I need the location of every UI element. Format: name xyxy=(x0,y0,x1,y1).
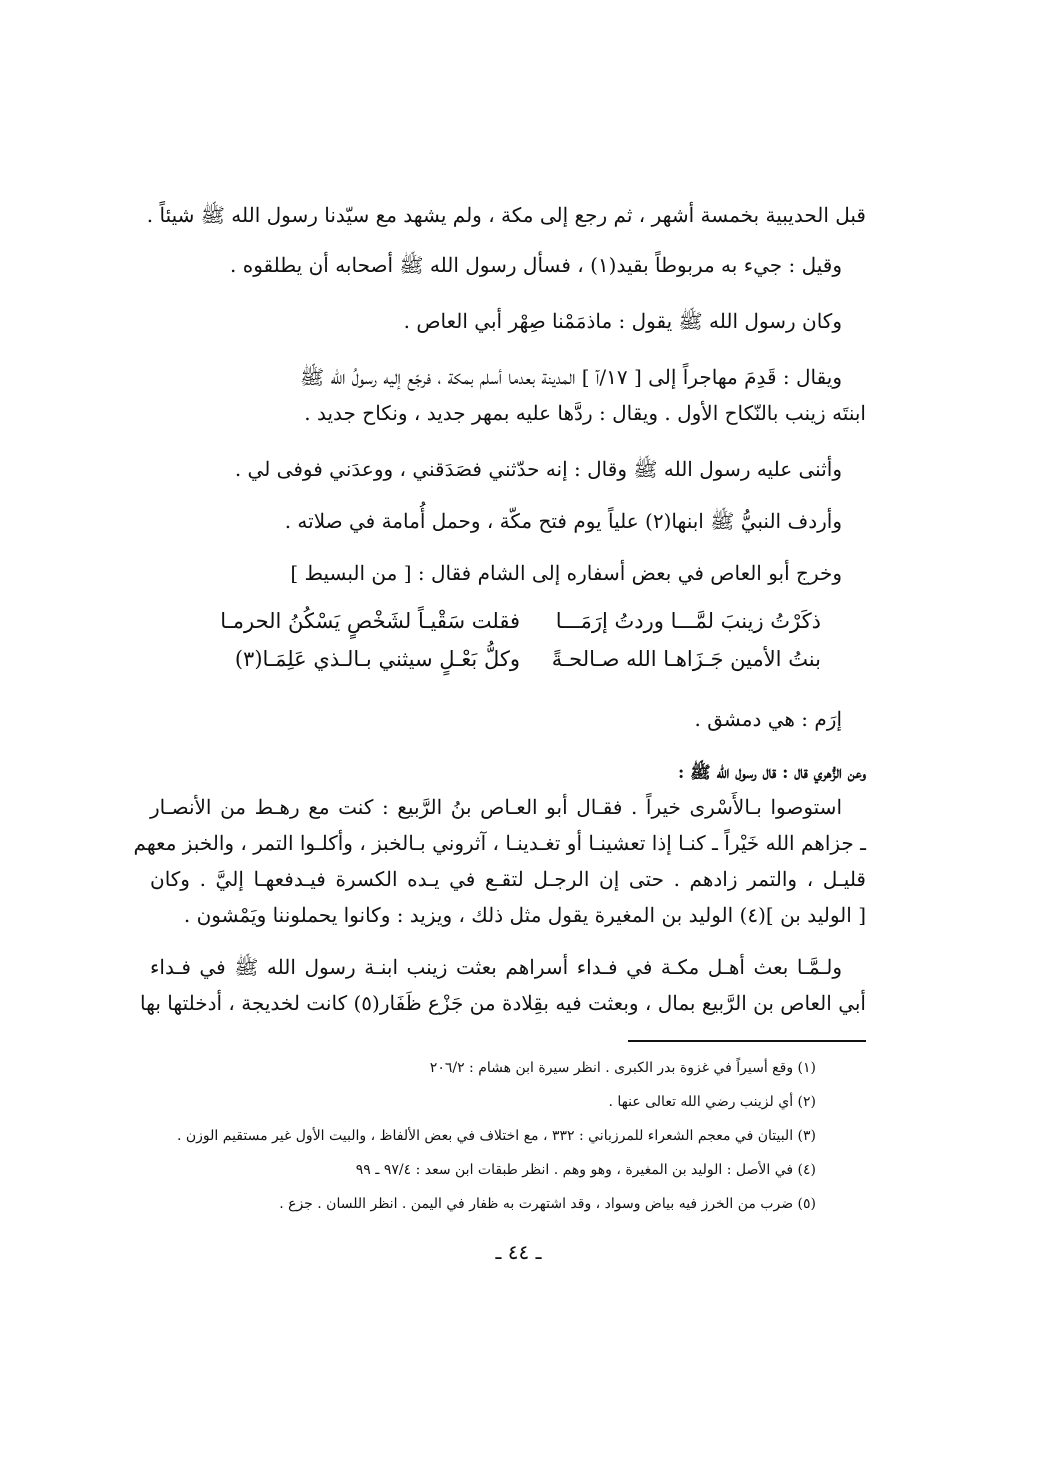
verse-2-second-hemistich: وكلُّ بَعْـلٍ سيثني بـالـذي عَلِمَـا(٣) xyxy=(234,647,520,671)
gloss-line: إرَم : هي دمشق . xyxy=(694,707,842,731)
main-text xyxy=(133,0,866,1040)
paragraph-6: وأردف النبيُّ ﷺ ابنها(٢) علياً يوم فتح مكّة ، وحمل أُمامة في صلاته . xyxy=(284,509,842,533)
poem-verse-1 xyxy=(150,606,866,640)
page-number: ـ ٤٤ ـ xyxy=(495,1240,542,1264)
paragraph-5: وأثنى عليه رسول الله ﷺ وقال : إنه حدّثني فصَدَقني ، ووعدَني فوفى لي . xyxy=(234,457,842,481)
hadith-line-4: [ الوليد بن ](٤) الوليد بن المغيرة يقول مثل ذلك ، ويزيد : وكانوا يحملوننا ويَمْشون . xyxy=(183,903,866,927)
paragraph-3: وكان رسول الله ﷺ يقول : ماذمَمْنا صِهْر أبي العاص . xyxy=(403,309,842,333)
final-line-2: أبي العاص بن الرَّبيع بمال ، وبعثت فيه بقِلادة من جَزْع ظَفَار(٥) كانت لخديجة ، أدخلتها بها xyxy=(140,991,866,1015)
hadith-line-3: قليـل ، والتمر زادهم . حتى إن الرجـل لتقـع في يـده الكسرة فيـدفعهـا إليَّ . وكان xyxy=(150,867,866,891)
paragraph-7: وخرج أبو العاص في بعض أسفاره إلى الشام فقال : [ من البسيط ] xyxy=(290,561,842,585)
section-heading: وعن الزُّهري قال : قال رسول الله ﷺ : xyxy=(677,763,866,783)
paragraph-2: وقيل : جيء به مربوطاً بقيد(١) ، فسأل رسول الله ﷺ أصحابه أن يطلقوه . xyxy=(230,253,842,277)
hadith-line-1: استوصوا بـالأَسْرى خيراً . فقـال أبو العـاص بنُ الرَّبيع : كنت مع رهـط من الأنصـار xyxy=(150,795,842,819)
footnote-1: (١) وقع أسيراً في غزوة بدر الكبرى . انظر سيرة ابن هشام : ٢٠٦/٢ xyxy=(429,1060,816,1076)
paragraph-4: ويقال : قَدِمَ مهاجراً إلى [ ١٧/آ ] المدينة بعدما أسلم بمكة ، فرجّع إليه رسولُ الله ﷺ xyxy=(299,365,842,389)
paragraph-1: قبل الحديبية بخمسة أشهر ، ثم رجع إلى مكة ، ولم يشهد مع سيّدنا رسول الله ﷺ شيئاً . xyxy=(146,203,866,227)
hadith-line-2: ـ جزاهم الله خَيْراً ـ كنـا إذا تعشينـا أو تغـدينـا ، آثروني بـالخبز ، وأكلـوا التمر ، والخبز معهم xyxy=(133,831,866,855)
footnote-5: (٥) ضرب من الخرز فيه بياض وسواد ، وقد اشتهرت به ظفار في اليمن . انظر اللسان . جزع . xyxy=(279,1196,816,1212)
verse-1-second-hemistich: فقلت سَقْيـاً لشَخْصٍ يَسْكُنُ الحرمـا xyxy=(220,609,520,633)
footnote-divider xyxy=(628,1040,866,1042)
poem-verse-2 xyxy=(150,644,866,678)
verse-2-first-hemistich: بنتُ الأمين جَـزَاهـا الله صـالحـةً xyxy=(551,647,821,671)
paragraph-4-continued: ابنتَه زينب بالنّكاح الأول . ويقال : ردَّها عليه بمهر جديد ، ونكاح جديد . xyxy=(304,401,866,425)
footnote-4: (٤) في الأصل : الوليد بن المغيرة ، وهو وهم . انظر طبقات ابن سعد : ٩٧/٤ ـ ٩٩ xyxy=(355,1162,816,1178)
final-line-1: ولـمَّـا بعث أهـل مكـة في فـداء أسراهم بعثت زينب ابنـة رسول الله ﷺ في فـداء xyxy=(150,955,842,979)
footnote-2: (٢) أي لزينب رضي الله تعالى عنها . xyxy=(608,1094,816,1110)
verse-1-first-hemistich: ذكَرْتُ زينبَ لمَّـــا وردتُ إرَمَـــا xyxy=(555,609,821,633)
footnote-3: (٣) البيتان في معجم الشعراء للمرزباني : ٣٣٢ ، مع اختلاف في بعض الألفاظ ، والبيت الأول غير مستقيم الوزن . xyxy=(176,1128,816,1144)
